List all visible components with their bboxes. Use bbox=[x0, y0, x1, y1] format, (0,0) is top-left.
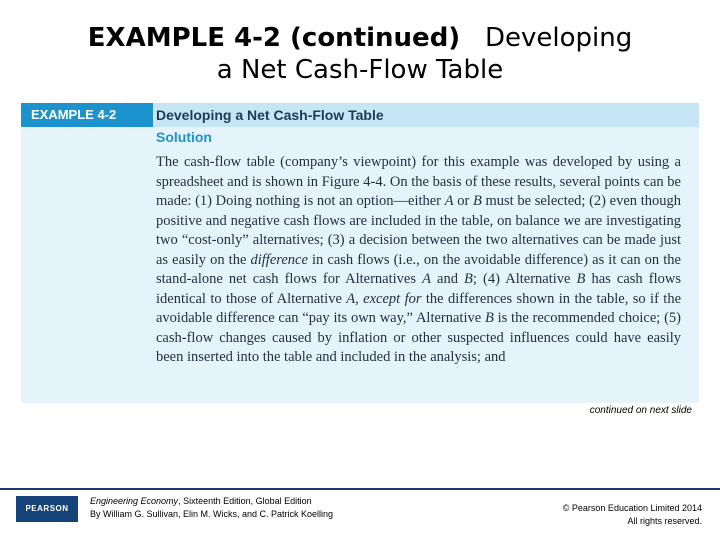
para-var: A bbox=[444, 193, 454, 209]
para-var: B bbox=[472, 193, 482, 209]
pearson-logo: PEARSON bbox=[16, 496, 78, 522]
para-text: in cash flows (i.e., on the avoidable difference) as it can on the stand-alone net cash flows for Alternatives bbox=[156, 251, 681, 287]
para-var: A bbox=[422, 271, 431, 287]
para-text: or bbox=[453, 193, 473, 209]
example-header-bar bbox=[21, 103, 699, 127]
para-var: B bbox=[576, 271, 586, 287]
para-var: A bbox=[346, 290, 356, 307]
solution-paragraph bbox=[156, 153, 681, 368]
solution-label: Solution bbox=[156, 129, 212, 145]
slide-title-rest: Developing bbox=[484, 23, 633, 53]
para-text: The cash-flow table (company’s viewpoint) for this example was developed by using a spreadsheet and is shown in Figure 4-4. On the basis of these results, several points can be made: (1) Doing nothing is not an option—either bbox=[156, 154, 681, 209]
rights-text: All rights reserved. bbox=[627, 516, 702, 526]
footer-divider bbox=[0, 488, 720, 490]
continued-note: continued on next slide bbox=[589, 405, 692, 416]
para-text: the differences shown in the table, so if the avoidable difference can “pay its own way,” Alternative bbox=[156, 290, 682, 326]
para-text: , bbox=[355, 290, 364, 307]
example-box bbox=[21, 103, 699, 403]
slide-title bbox=[0, 22, 720, 86]
footer-copyright bbox=[563, 502, 702, 528]
book-title: Engineering Economy bbox=[90, 496, 179, 506]
para-text: must be selected; (2) even though positive and negative cash flows are included in the table, on balance we are investigating two “cost-only” alternatives; (3) a decision between the two alternatives can be made just as easily on the bbox=[156, 193, 681, 268]
copyright-text: © Pearson Education Limited 2014 bbox=[562, 503, 702, 513]
example-tag: EXAMPLE 4-2 bbox=[21, 103, 153, 127]
footer-citation bbox=[90, 495, 333, 521]
para-text: has cash flows identical to those of Alternative bbox=[156, 271, 681, 307]
slide-title-line2: a Net Cash-Flow Table bbox=[216, 55, 504, 85]
slide-title-bold: EXAMPLE 4-2 (continued) bbox=[87, 23, 461, 53]
book-edition: , Sixteenth Edition, Global Edition bbox=[178, 496, 312, 506]
para-text: is the recommended choice; (5) cash-flow changes caused by inflation or other suspected influences could have easily been inserted into the table and included in the analysis; and bbox=[156, 310, 681, 365]
book-authors: By William G. Sullivan, Elin M. Wicks, and C. Patrick Koelling bbox=[90, 509, 334, 519]
para-var: B bbox=[464, 271, 473, 287]
para-emphasis: except for bbox=[363, 290, 422, 307]
para-text: and bbox=[430, 271, 465, 287]
para-emphasis: difference bbox=[250, 251, 308, 268]
example-heading: Developing a Net Cash-Flow Table bbox=[156, 107, 384, 123]
para-text: ; (4) Alternative bbox=[472, 271, 577, 287]
para-var: B bbox=[484, 310, 494, 326]
